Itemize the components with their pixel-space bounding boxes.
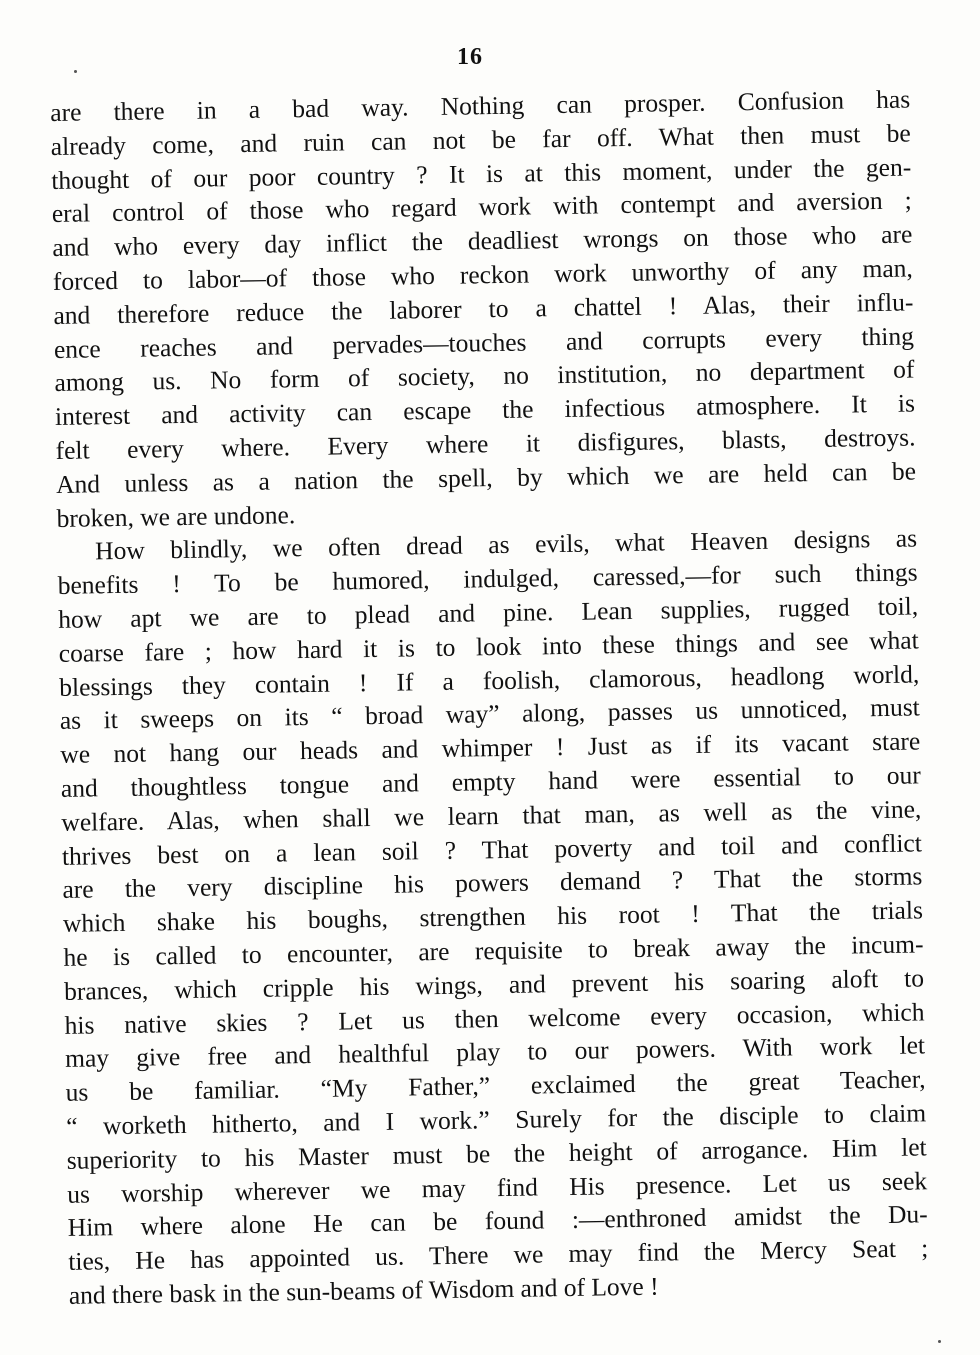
text-line: welfare. Alas, when shall we learn that man, as well as the vine, bbox=[61, 794, 922, 837]
text-line: How blindly, we often dread as evils, what Heaven designs as bbox=[94, 523, 918, 566]
text-line: as it sweeps on its “ broad way” along, passes us unnoticed, must bbox=[59, 692, 920, 736]
text-line: coarse fare ; how hard it is to look into these things and see what bbox=[58, 625, 919, 668]
text-line: superiority to his Master must be the height of arrogance. Him let bbox=[66, 1132, 927, 1175]
text-line: “ worketh hitherto, and I work.” Surely for the disciple to claim bbox=[65, 1098, 927, 1141]
text-line: and there bask in the sun-beams of Wisdom and of Love ! bbox=[68, 1271, 659, 1310]
text-line: how apt we are to plead and pine. Lean supplies, rugged toil, bbox=[57, 591, 919, 634]
text-line: we not hang our heads and whimper ! Just as if its vacant stare bbox=[60, 726, 921, 770]
text-line: ence reaches and pervades—touches and corrupts every thing bbox=[53, 321, 915, 364]
text-line: thought of our poor country ? It is at this moment, under the gen- bbox=[51, 152, 912, 195]
text-line: are there in a bad way. Nothing can prosper. Confusion has bbox=[50, 84, 911, 127]
text-line: which shake his boughs, strengthen his root ! That the trials bbox=[62, 895, 924, 939]
text-line: Him where alone He can be found :—enthroned amidst the Du- bbox=[67, 1199, 928, 1243]
text-line: blessings they contain ! If a foolish, clamorous, headlong world, bbox=[59, 658, 920, 702]
text-line: and therefore reduce the laborer to a chattel ! Alas, their influ- bbox=[53, 287, 914, 330]
paragraph-1 bbox=[50, 82, 917, 535]
text-line: his native skies ? Let us then welcome every occasion, which bbox=[64, 996, 925, 1040]
text-line: are the very discipline his powers demand ? That the storms bbox=[62, 861, 923, 905]
text-line: broken, we are undone. bbox=[56, 499, 296, 533]
text-line: forced to labor—of those who reckon work unworthy of any man, bbox=[52, 253, 914, 296]
text-line: And unless as a nation the spell, by which we are held can be bbox=[55, 456, 917, 499]
text-line: benefits ! To be humored, indulged, caressed,—for such things bbox=[57, 557, 918, 601]
text-line: interest and activity can escape the infectious atmosphere. It is bbox=[54, 388, 916, 432]
text-line: felt every where. Every where it disfigures, blasts, destroys. bbox=[55, 422, 916, 465]
page-body-text bbox=[50, 82, 929, 1312]
text-line: and who every day inflict the deadliest wrongs on those who are bbox=[52, 219, 913, 263]
scan-speck bbox=[74, 70, 77, 73]
text-line: thrives best on a lean soil ? That poverty and toil and conflict bbox=[61, 827, 923, 871]
text-line: he is called to encounter, are requisite to break away the incum- bbox=[63, 929, 924, 972]
text-line: eral control of those who regard work with contempt and aversion ; bbox=[51, 185, 912, 229]
text-line: brances, which cripple his wings, and prevent his soaring aloft to bbox=[63, 963, 925, 1006]
text-line: us worship wherever we may find His presence. Let us seek bbox=[67, 1165, 928, 1209]
text-line: among us. No form of society, no institution, no department of bbox=[54, 354, 915, 398]
text-line: may give free and healthful play to our powers. With work let bbox=[64, 1030, 926, 1074]
scan-speck bbox=[938, 1340, 941, 1343]
page-number: 16 bbox=[457, 44, 483, 70]
text-line: and thoughtless tongue and empty hand were essential to our bbox=[60, 760, 921, 803]
text-line: already come, and ruin can not be far off. What then must be bbox=[50, 118, 911, 161]
text-line: ties, He has appointed us. There we may find the Mercy Seat ; bbox=[68, 1233, 929, 1276]
text-line: us be familiar. “My Father,” exclaimed the great Teacher, bbox=[65, 1064, 926, 1107]
paragraph-2 bbox=[57, 522, 929, 1313]
